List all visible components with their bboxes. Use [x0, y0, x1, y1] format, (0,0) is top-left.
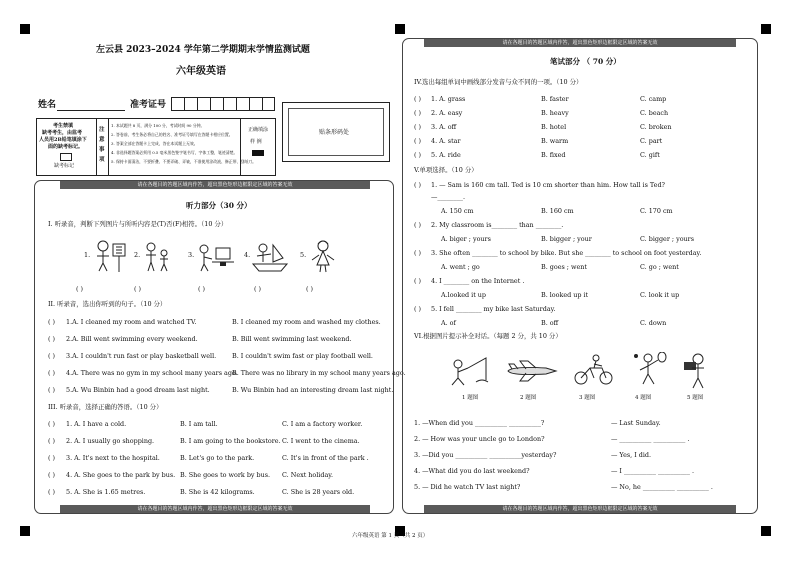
answer-paren[interactable]: ( ): [414, 151, 422, 159]
picture-number: 2.: [134, 251, 141, 259]
option-c: C. look it up: [640, 291, 680, 299]
picture-number: 4.: [244, 251, 251, 259]
registration-mark: [20, 24, 30, 34]
option-a: 2. A. easy: [431, 109, 463, 117]
name-label: 姓名: [38, 100, 57, 110]
camera-illustration: [678, 352, 718, 390]
picture-number: 1.: [84, 251, 91, 259]
option-a: 1.A. I cleaned my room and watched TV.: [66, 318, 197, 326]
dialogue-question[interactable]: 3. —Did you __________ __________yesterday?: [414, 451, 557, 459]
option-b: B. I am going to the bookstore.: [180, 437, 281, 445]
notice-item: 2. 答卷前，考生务必将自己的姓名、准考证号填写在答题卡相应位置。: [111, 132, 233, 137]
listening-frame: [34, 180, 394, 514]
option-c: C. bigger ; yours: [640, 235, 695, 243]
dialogue-question: 4. —What did you do last weekend?: [414, 467, 530, 475]
dialogue-answer: — Yes, I did.: [611, 451, 652, 459]
answer-paren[interactable]: ( ): [48, 318, 56, 326]
listening-title: 听力部分（30 分）: [186, 201, 252, 210]
notice-item: 4. 非选择题答案必须用 0.5 毫米黑色签字笔书写，字体工整，笔迹清楚。: [111, 150, 238, 155]
boy-sign-illustration: [93, 238, 129, 274]
two-kids-illustration: [143, 240, 171, 274]
option-b: B. There was no library in my school many years ago.: [232, 369, 406, 377]
option-a: 4. A. star: [431, 137, 461, 145]
option-a: 2. A. I usually go shopping.: [66, 437, 155, 445]
fill-example-label: 正确填涂: [248, 127, 269, 133]
option-c: C. She is 28 years old.: [282, 488, 355, 496]
option-a: 4. A. She goes to the park by bus.: [66, 471, 176, 479]
registration-mark: [761, 526, 771, 536]
dialogue-answer[interactable]: — __________ __________ .: [611, 435, 690, 443]
answer-paren[interactable]: ( ): [414, 305, 422, 313]
answer-paren[interactable]: ( ): [414, 95, 422, 103]
picture-number: 5.: [300, 251, 307, 259]
missing-mark-label: 缺考标记: [54, 163, 75, 169]
question-text: 3. She often ________ to school by bike. But she ________ to school on foot yesterday.: [431, 249, 702, 257]
option-c: C. It's in front of the park .: [282, 454, 369, 462]
option-b: B. hotel: [541, 123, 567, 131]
dialogue-question: 2. — How was your uncle go to London?: [414, 435, 545, 443]
option-c: C. go ; went: [640, 263, 679, 271]
option-c: C. broken: [640, 123, 672, 131]
notice-zhuyi: 意: [99, 137, 105, 143]
option-a: 5. A. She is 1.65 metres.: [66, 488, 146, 496]
section-3-heading: III. 听录音，选择正确的答语。（10 分）: [48, 403, 163, 411]
option-a: 3.A. I couldn't run fast or play basketball well.: [66, 352, 217, 360]
option-a: 4.A. There was no gym in my school many years ago.: [66, 369, 238, 377]
option-a: A. went ; go: [441, 263, 480, 271]
answer-paren[interactable]: ( ): [48, 369, 56, 377]
picture-caption: 2 题图: [520, 395, 537, 401]
notice-left-line: 缺考考生，由监考: [42, 130, 83, 136]
question-text: 2. My classroom is________ than ________.: [431, 221, 564, 229]
exam-number-label: 准考证号: [130, 100, 167, 110]
option-b: B. faster: [541, 95, 569, 103]
option-b: B. I cleaned my room and washed my clothes.: [232, 318, 381, 326]
barcode-label: 贴条形码处: [319, 129, 350, 136]
option-c: C. camp: [640, 95, 667, 103]
option-a: 1. A. I have a cold.: [66, 420, 127, 428]
answer-paren[interactable]: ( ): [414, 221, 422, 229]
warning-band-top: 请在各题目的答题区域内作答，超出黑色矩形边框限定区域的答案无效: [60, 181, 370, 189]
notice-left-line: 考生禁填: [53, 123, 74, 129]
warning-band-top: 请在各题目的答题区域内作答，超出黑色矩形边框限定区域的答案无效: [424, 39, 736, 47]
answer-paren[interactable]: ( ): [48, 454, 56, 462]
option-a: A.looked it up: [441, 291, 487, 299]
picture-caption: 5 题图: [687, 395, 704, 401]
option-a: 3. A. off: [431, 123, 457, 131]
option-b: B. fixed: [541, 151, 566, 159]
written-title: 笔试部分 （ 70 分）: [550, 57, 621, 66]
section-4-heading: IV.选出每组单词中画线部分发音与众不同的一项。（10 分）: [414, 78, 583, 86]
option-b: B. bigger ; your: [541, 235, 592, 243]
registration-mark: [761, 24, 771, 34]
picture-caption: 1 题图: [462, 395, 479, 401]
option-a: 3. A. It's next to the hospital.: [66, 454, 160, 462]
picture-caption: 4 题图: [635, 395, 652, 401]
exam-title: 左云县 2023–2024 学年第二学期期末学情监测试题: [96, 45, 310, 55]
picture-number: 3.: [188, 251, 195, 259]
notice-item: 5. 保持卡面清洁，不要折叠、不要弄破、弄皱，不准使用涂改液、修正带、刮纸刀。: [111, 159, 257, 164]
option-c: C. Next holiday.: [282, 471, 334, 479]
section-1-heading: I. 听录音，判断下列图片与所听内容是(T)否(F)相符。（10 分）: [48, 220, 228, 228]
answer-paren[interactable]: ( ): [48, 420, 56, 428]
option-b: B. goes ; went: [541, 263, 587, 271]
answer-paren[interactable]: ( ): [48, 437, 56, 445]
section-6-heading: VI.根据图片提示补全对话。（每题 2 分，共 10 分）: [414, 332, 562, 340]
notice-left-line: 面的缺考标记。: [48, 144, 84, 150]
answer-paren[interactable]: ( ): [414, 181, 422, 189]
answer-paren[interactable]: ( ): [48, 352, 56, 360]
option-b: B. She goes to work by bus.: [180, 471, 271, 479]
exam-subject: 六年级英语: [176, 66, 226, 77]
person-boat-illustration: [251, 240, 291, 274]
fill-example-mark: [252, 150, 264, 156]
section-5-heading: V.单项选择。（10 分）: [414, 166, 478, 174]
answer-paren[interactable]: ( ): [48, 386, 56, 394]
registration-mark: [20, 526, 30, 536]
dialogue-answer: — Last Sunday.: [611, 419, 661, 427]
answer-paren[interactable]: ( ): [198, 285, 206, 293]
answer-paren[interactable]: ( ): [306, 285, 314, 293]
option-b: B. heavy: [541, 109, 569, 117]
option-a: A. biger ; yours: [441, 235, 491, 243]
missing-mark-box[interactable]: [60, 153, 72, 161]
option-c: C. 170 cm: [640, 207, 673, 215]
cycling-illustration: [572, 354, 616, 386]
option-b: B. Bill went swimming last weekend.: [232, 335, 352, 343]
girl-illustration: [308, 238, 338, 274]
option-c: C. I went to the cinema.: [282, 437, 360, 445]
answer-paren[interactable]: ( ): [254, 285, 262, 293]
picture-caption: 3 题图: [579, 395, 596, 401]
option-b: B. 160 cm: [541, 207, 574, 215]
option-b: B. Let's go to the park.: [180, 454, 255, 462]
section-2-heading: II. 听录音，选出你听到的句子。（10 分）: [48, 300, 167, 308]
notice-item: 3. 答案全部在答题卡上完成，答在本试题上无效。: [111, 141, 198, 146]
answer-paren[interactable]: ( ): [414, 137, 422, 145]
option-a: 5.A. Wu Binbin had a good dream last night.: [66, 386, 210, 394]
option-b: B. I couldn't swim fast or play football well.: [232, 352, 373, 360]
option-b: B. warm: [541, 137, 569, 145]
option-b: B. I am tall.: [180, 420, 218, 428]
exam-number-boxes[interactable]: [171, 97, 275, 111]
answer-paren[interactable]: ( ): [48, 471, 56, 479]
name-input-line[interactable]: [57, 110, 125, 111]
option-c: C. down: [640, 319, 667, 327]
option-b: B. looked up it: [541, 291, 589, 299]
option-c: C. part: [640, 137, 663, 145]
question-text: 5. I fell ________ my bike last Saturday.: [431, 305, 556, 313]
notice-zhuyi: 项: [99, 157, 105, 163]
option-a: A. 150 cm: [441, 207, 474, 215]
answer-paren[interactable]: ( ): [48, 488, 56, 496]
dialogue-question: 5. — Did he watch TV last night?: [414, 483, 521, 491]
answer-paren[interactable]: ( ): [414, 123, 422, 131]
option-c: C. beach: [640, 109, 669, 117]
option-a: A. of: [441, 319, 456, 327]
answer-paren[interactable]: ( ): [414, 249, 422, 257]
option-b: B. She is 42 kilograms.: [180, 488, 255, 496]
fill-example-sub: 样 例: [250, 139, 262, 145]
answer-paren[interactable]: ( ): [76, 285, 84, 293]
option-a: 2.A. Bill went swimming every weekend.: [66, 335, 198, 343]
dialogue-question: 1. —When did you __________ __________?: [414, 419, 545, 427]
dialogue-answer[interactable]: — No, he __________ __________ .: [611, 483, 713, 491]
answer-paren[interactable]: ( ): [48, 335, 56, 343]
option-b: B. Wu Binbin had an interesting dream last night.: [232, 386, 394, 394]
notice-zhuyi: 注: [99, 127, 105, 133]
dialogue-answer[interactable]: — I __________ __________ .: [611, 467, 694, 475]
plane-illustration: [506, 360, 558, 382]
option-a: 5. A. ride: [431, 151, 461, 159]
question-text: 4. I ________ on the Internet .: [431, 277, 525, 285]
notice-left-line: 人员用2B铅笔填涂下: [39, 137, 87, 143]
option-c: C. gift: [640, 151, 660, 159]
answer-paren[interactable]: ( ): [414, 109, 422, 117]
person-computer-illustration: [196, 240, 236, 274]
notice-zhuyi: 事: [99, 147, 105, 153]
tennis-illustration: [628, 352, 668, 388]
page-footer: 六年级英语 第 1 页（共 2 页）: [352, 533, 429, 539]
fishing-illustration: [448, 354, 492, 388]
option-b: B. off: [541, 319, 559, 327]
answer-paren[interactable]: ( ): [414, 277, 422, 285]
registration-mark: [395, 24, 405, 34]
question-text: —________.: [431, 193, 465, 201]
question-text: 1. — Sam is 160 cm tall. Ted is 10 cm shorter than him. How tall is Ted?: [431, 181, 665, 189]
notice-item: 1. 本试题共 8 页，满分 100 分，考试时间 90 分钟。: [111, 123, 205, 128]
option-a: 1. A. grass: [431, 95, 466, 103]
warning-band-bottom: 请在各题目的答题区域内作答，超出黑色矩形边框限定区域的答案无效: [60, 505, 370, 513]
answer-paren[interactable]: ( ): [134, 285, 142, 293]
warning-band-bottom: 请在各题目的答题区域内作答，超出黑色矩形边框限定区域的答案无效: [424, 505, 736, 513]
option-c: C. I am a factory worker.: [282, 420, 363, 428]
